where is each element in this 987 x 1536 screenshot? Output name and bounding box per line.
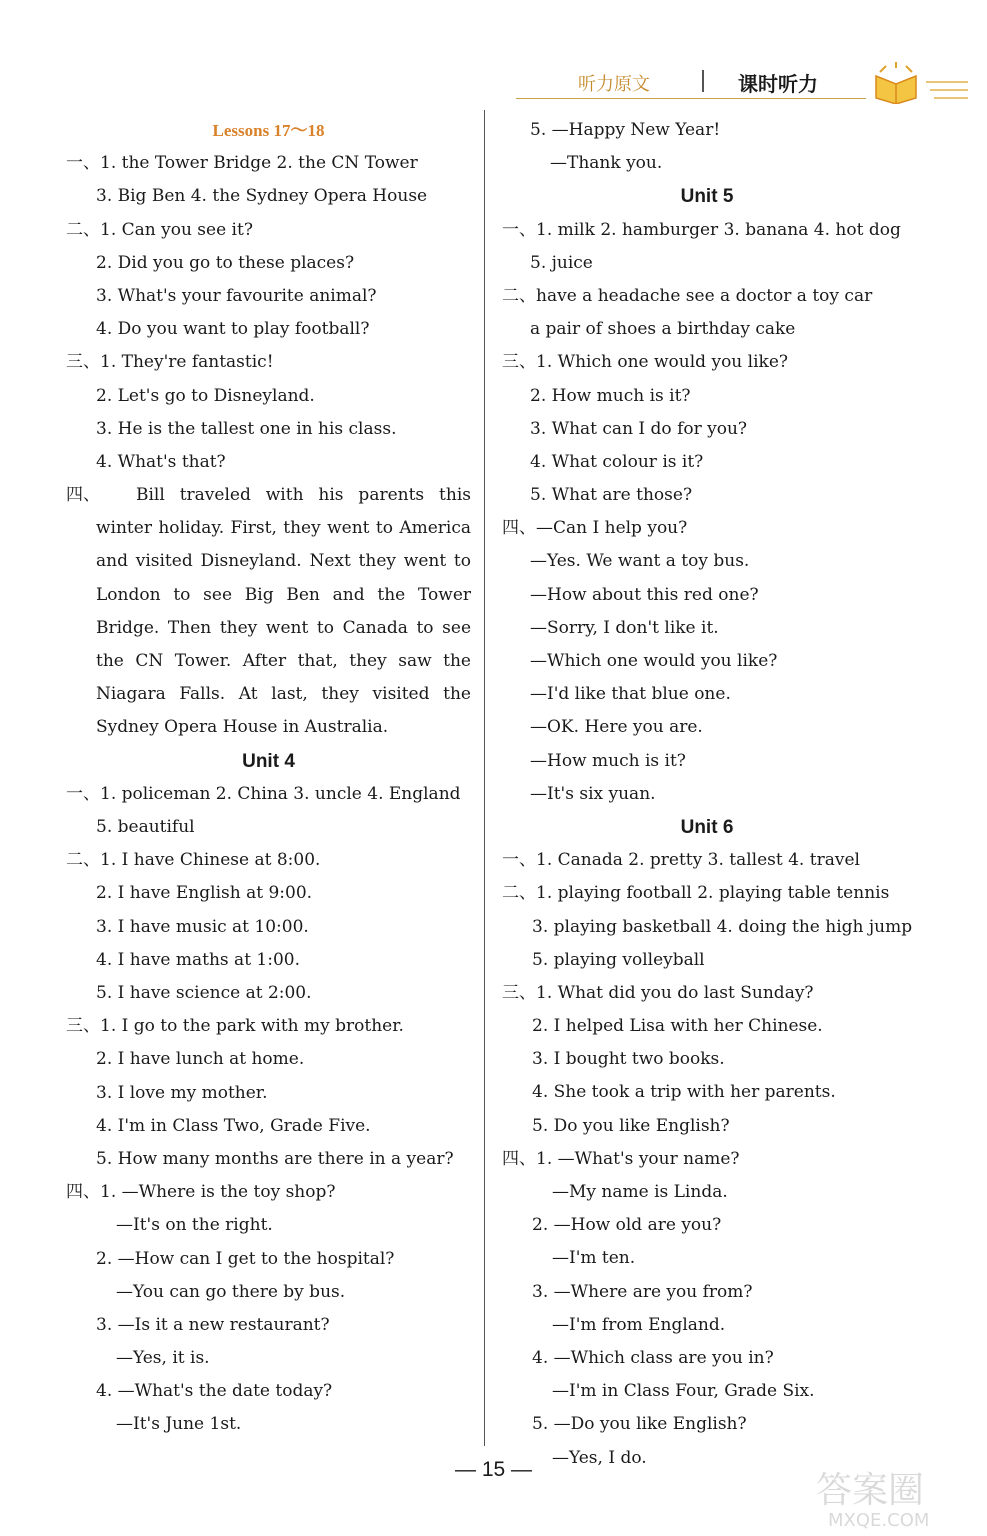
answer-line: —I'm ten. (552, 1248, 636, 1269)
answer-line: 二、1. playing football 2. playing table tennis (502, 883, 890, 904)
answer-line: 5. juice (530, 252, 593, 273)
watermark-logo (808, 1462, 978, 1532)
paragraph-text: Bill traveled with his parents this winter holiday. First, they went to America and visited Disneyland. Next they went to London to see Big Ben and the Tower Bridge. Then they went to Canada to see the CN Tower. After that, they saw the Niagara Falls. At last, they visited the Sydney Opera House in Australia. (96, 485, 471, 738)
header-title: 课时听力 (738, 72, 818, 96)
answer-line: 2. Did you go to these places? (96, 252, 355, 273)
answer-line: 3. I love my mother. (96, 1082, 268, 1103)
answer-line: 2. I have English at 9:00. (96, 883, 313, 904)
answer-line: 3. —Is it a new restaurant? (96, 1314, 330, 1335)
unit-6-title: Unit 6 (680, 816, 734, 838)
answer-line: 2. How much is it? (530, 385, 691, 406)
open-book-icon (872, 62, 970, 104)
answer-line: —Which one would you like? (530, 651, 778, 671)
answer-line: 一、1. policeman 2. China 3. uncle 4. England (66, 783, 461, 804)
right-column (502, 114, 912, 1475)
answer-line: 四、1. —Where is the toy shop? (66, 1182, 336, 1203)
answer-line: 5. —Happy New Year! (530, 120, 721, 140)
answer-line: 3. He is the tallest one in his class. (96, 418, 397, 439)
answer-line: 二、1. Can you see it? (66, 219, 253, 240)
answer-line: 5. beautiful (96, 817, 195, 838)
answer-line: 5. Do you like English? (532, 1115, 730, 1136)
answer-line: —I'd like that blue one. (530, 684, 731, 705)
answer-line: —Sorry, I don't like it. (530, 617, 719, 638)
column-divider (484, 110, 485, 1446)
answer-line: 3. I have music at 10:00. (96, 916, 309, 937)
answer-line: 3. Big Ben 4. the Sydney Opera House (96, 186, 428, 207)
page-header (510, 62, 970, 104)
answer-line: 4. What colour is it? (530, 451, 704, 472)
answer-line: 三、1. I go to the park with my brother. (66, 1016, 404, 1037)
header-rule (516, 98, 866, 99)
answer-line: 4. What's that? (96, 451, 226, 472)
answer-line: 5. What are those? (530, 485, 693, 506)
answer-line: 三、1. Which one would you like? (502, 352, 789, 373)
answer-line: 4. —What's the date today? (96, 1381, 333, 1402)
answer-line: 2. I have lunch at home. (96, 1049, 305, 1070)
answer-line: —OK. Here you are. (530, 717, 703, 738)
unit-5-title: Unit 5 (680, 186, 734, 208)
answer-line: 3. —Where are you from? (532, 1281, 753, 1302)
header-label: 听力原文 (578, 74, 650, 95)
watermark-text: 答案圈 (816, 1470, 925, 1511)
answer-line: 四、1. —What's your name? (502, 1148, 740, 1169)
answer-line: —Yes. We want a toy bus. (530, 551, 750, 572)
unit-4-title: Unit 4 (242, 750, 295, 772)
answer-line: 一、1. the Tower Bridge 2. the CN Tower (66, 153, 418, 174)
answer-line: 5. —Do you like English? (532, 1414, 747, 1435)
answer-line: 一、1. milk 2. hamburger 3. banana 4. hot dog (502, 219, 901, 240)
answer-line: 4. Do you want to play football? (96, 319, 370, 340)
answer-line: 四、—Can I help you? (502, 518, 688, 539)
answer-line: 5. How many months are there in a year? (96, 1148, 454, 1169)
answer-line: —I'm in Class Four, Grade Six. (552, 1381, 815, 1402)
answer-line: 2. —How can I get to the hospital? (96, 1248, 395, 1269)
header-divider (702, 70, 704, 92)
answer-line: 3. What can I do for you? (530, 418, 748, 439)
answer-line: 5. playing volleyball (532, 949, 705, 970)
answer-line: —Thank you. (550, 153, 663, 174)
answer-line: 3. I bought two books. (532, 1049, 725, 1070)
answer-line: —It's June 1st. (116, 1414, 242, 1435)
answer-line: 一、1. Canada 2. pretty 3. tallest 4. travel (502, 850, 860, 871)
answer-line: 2. —How old are you? (532, 1215, 722, 1236)
watermark-url: MXQE.COM (828, 1510, 930, 1531)
answer-line: —How about this red one? (530, 584, 759, 605)
lessons-title: Lessons 17～18 (212, 121, 325, 140)
answer-line: 二、1. I have Chinese at 8:00. (66, 850, 321, 871)
answer-line: 5. I have science at 2:00. (96, 983, 312, 1003)
answer-line: 3. playing basketball 4. doing the high jump (532, 916, 913, 937)
answer-line: —Yes, it is. (116, 1348, 210, 1369)
left-column (66, 114, 471, 1442)
answer-line: 4. —Which class are you in? (532, 1347, 774, 1368)
answer-line: 三、1. What did you do last Sunday? (502, 982, 814, 1003)
answer-line: a pair of shoes a birthday cake (530, 319, 796, 340)
answer-line: —How much is it? (530, 750, 686, 771)
answer-line: 4. She took a trip with her parents. (532, 1082, 836, 1103)
story-paragraph (66, 479, 471, 745)
page-number: — 15 — (454, 1458, 533, 1481)
answer-line: —It's six yuan. (530, 783, 656, 804)
answer-line: 3. What's your favourite animal? (96, 285, 377, 306)
paragraph-marker: 四、 (66, 485, 100, 506)
answer-line: —I'm from England. (552, 1314, 726, 1335)
answer-line: —My name is Linda. (552, 1182, 728, 1202)
answer-line: 4. I have maths at 1:00. (96, 949, 301, 970)
answer-line: 三、1. They're fantastic! (66, 352, 274, 373)
answer-line: —It's on the right. (116, 1215, 273, 1236)
answer-line: 2. I helped Lisa with her Chinese. (532, 1016, 823, 1037)
answer-line: 2. Let's go to Disneyland. (96, 385, 315, 406)
answer-line: —Yes, I do. (552, 1447, 647, 1468)
answer-line: —You can go there by bus. (116, 1281, 346, 1302)
answer-line: 4. I'm in Class Two, Grade Five. (96, 1115, 371, 1136)
answer-line: 二、have a headache see a doctor a toy car (502, 285, 873, 306)
